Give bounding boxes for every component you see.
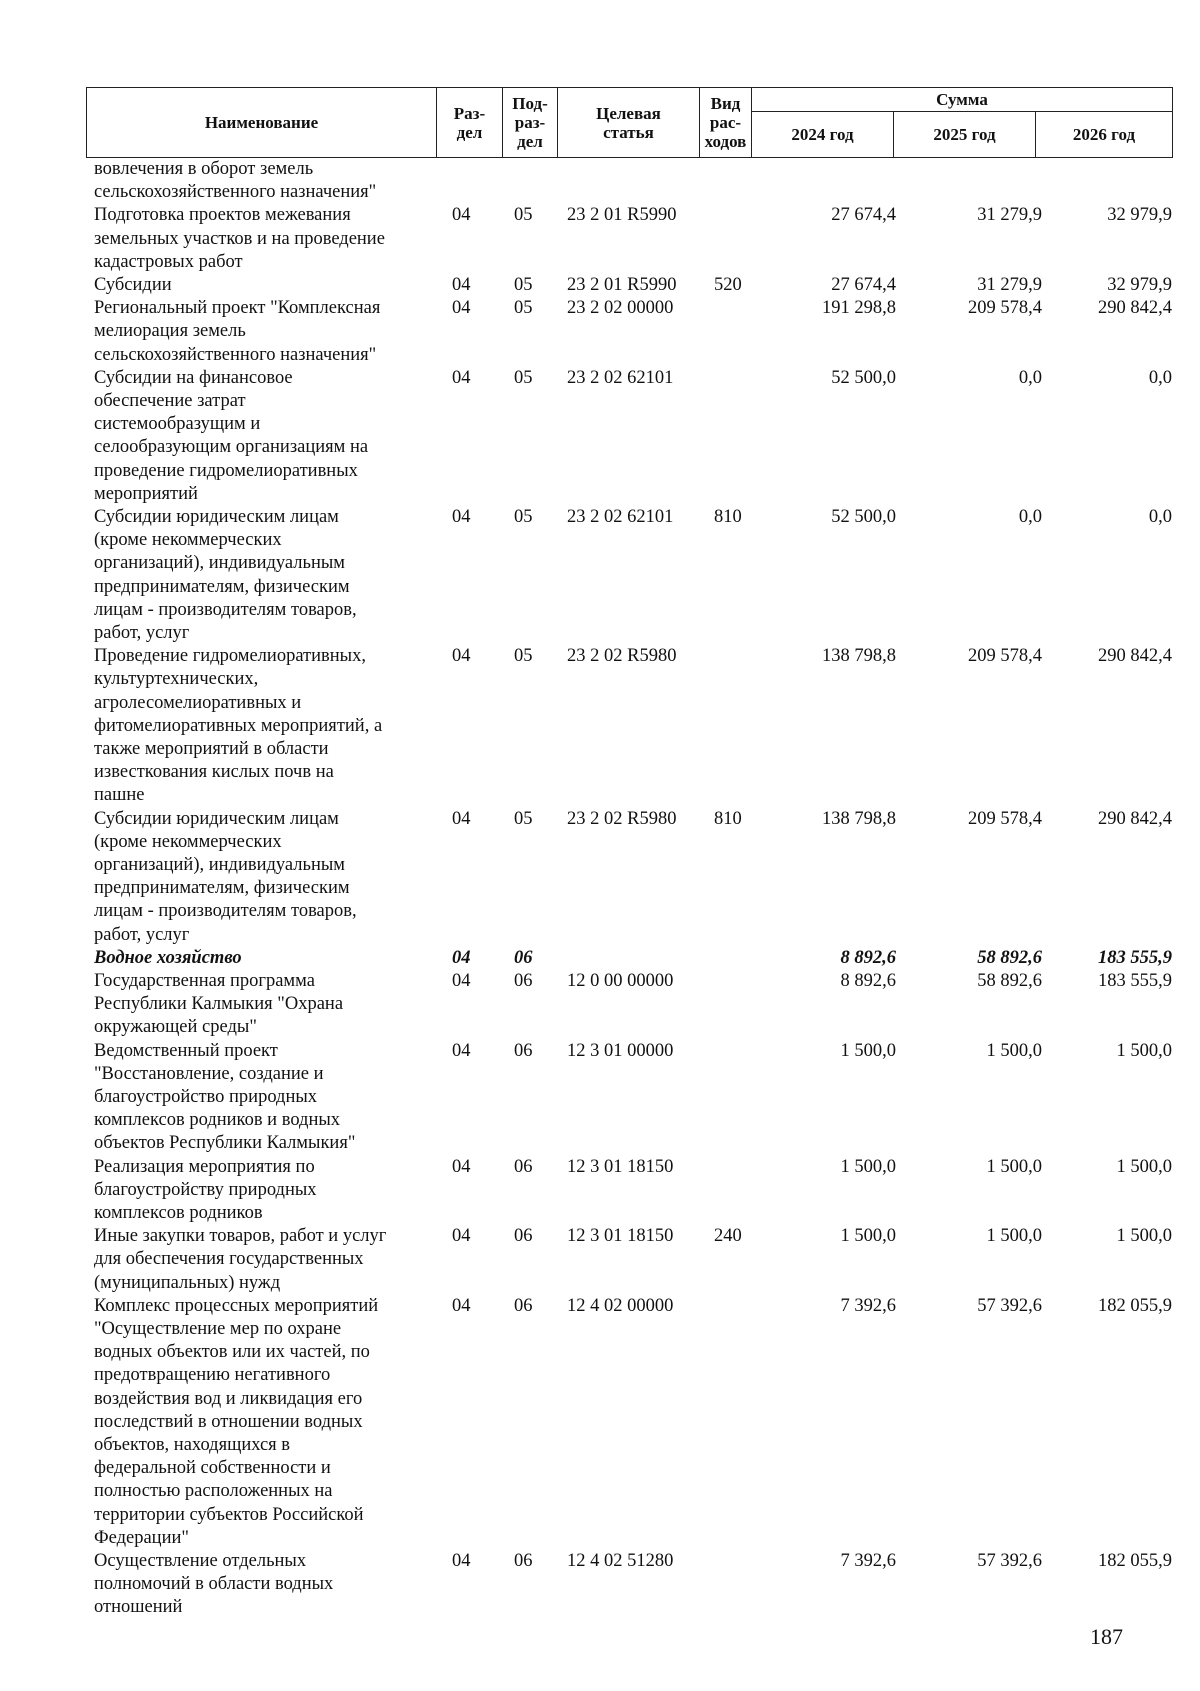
razdel-cell: 04 xyxy=(452,1550,471,1571)
podrazdel-cell: 05 xyxy=(514,808,533,829)
sum-2026-cell: 290 842,4 xyxy=(1098,646,1172,667)
row-name-cell xyxy=(94,808,424,947)
celevaya-cell: 23 2 01 R5990 xyxy=(567,274,677,295)
row-name-line: объектов Республики Калмыкия" xyxy=(94,1133,356,1154)
row-name-line: федеральной собственности и xyxy=(94,1458,331,1479)
row-name-cell xyxy=(94,1156,424,1226)
podrazdel-cell: 06 xyxy=(514,1295,533,1316)
sum-2025-cell: 209 578,4 xyxy=(968,298,1042,319)
row-name-cell xyxy=(94,970,424,1040)
sum-2025-cell: 1 500,0 xyxy=(986,1156,1042,1177)
table-row xyxy=(0,1225,1200,1295)
celevaya-cell: 12 0 00 00000 xyxy=(567,970,674,991)
row-name-line: земельных участков и на проведение xyxy=(94,228,385,249)
celevaya-cell: 23 2 02 R5980 xyxy=(567,646,677,667)
row-name-cell xyxy=(94,645,424,807)
sum-2024-cell: 138 798,8 xyxy=(822,808,896,829)
header-vid: Вид рас- ходов xyxy=(700,88,752,158)
sum-2026-cell: 182 055,9 xyxy=(1098,1295,1172,1316)
row-name-line: мероприятий xyxy=(94,483,198,504)
celevaya-cell: 12 4 02 51280 xyxy=(567,1550,674,1571)
row-name-line: комплексов родников xyxy=(94,1202,263,1223)
row-name-line: организаций), индивидуальным xyxy=(94,553,345,574)
sum-2024-cell: 7 392,6 xyxy=(840,1295,896,1316)
row-name-line: также мероприятий в области xyxy=(94,738,329,759)
row-name-line: Водное хозяйство xyxy=(94,947,242,968)
table-row xyxy=(0,970,1200,1040)
row-name-cell xyxy=(94,1550,424,1620)
sum-2024-cell: 27 674,4 xyxy=(831,205,896,226)
table-row xyxy=(0,367,1200,506)
sum-2026-cell: 182 055,9 xyxy=(1098,1550,1172,1571)
row-name-line: известкования кислых почв на xyxy=(94,762,334,783)
sum-2025-cell: 209 578,4 xyxy=(968,646,1042,667)
row-name-cell xyxy=(94,506,424,645)
row-name-line: территории субъектов Российской xyxy=(94,1504,364,1525)
podrazdel-cell: 05 xyxy=(514,205,533,226)
row-name-line: сельскохозяйственного назначения" xyxy=(94,344,377,365)
vid-cell: 810 xyxy=(714,506,742,527)
sum-2024-cell: 138 798,8 xyxy=(822,646,896,667)
row-name-line: для обеспечения государственных xyxy=(94,1249,364,1270)
razdel-cell: 04 xyxy=(452,1040,471,1061)
podrazdel-cell: 05 xyxy=(514,274,533,295)
sum-2026-cell: 32 979,9 xyxy=(1107,274,1172,295)
sum-2025-cell: 31 279,9 xyxy=(977,274,1042,295)
razdel-cell: 04 xyxy=(452,1226,471,1247)
row-name-line: системообразущим и xyxy=(94,414,261,435)
row-name-cell xyxy=(94,367,424,506)
table-row xyxy=(0,645,1200,807)
row-name-line: Субсидии юридическим лицам xyxy=(94,506,339,527)
razdel-cell: 04 xyxy=(452,808,471,829)
sum-2025-cell: 0,0 xyxy=(1018,506,1042,527)
row-name-line: Федерации" xyxy=(94,1527,189,1548)
page-number: 187 xyxy=(1090,1624,1123,1649)
row-name-cell xyxy=(94,297,424,367)
table-row xyxy=(0,506,1200,645)
header-razdel: Раз- дел xyxy=(437,88,503,158)
row-name-line: культуртехнических, xyxy=(94,669,259,690)
row-name-line: окружающей среды" xyxy=(94,1017,257,1038)
row-name-line: благоустройство природных xyxy=(94,1086,318,1107)
sum-2024-cell: 8 892,6 xyxy=(840,947,896,968)
row-name-line: комплексов родников и водных xyxy=(94,1110,341,1131)
row-name-line: вовлечения в оборот земель xyxy=(94,159,314,179)
table-header xyxy=(86,87,1173,158)
sum-2024-cell: 1 500,0 xyxy=(840,1040,896,1061)
razdel-cell: 04 xyxy=(452,205,471,226)
sum-2025-cell: 1 500,0 xyxy=(986,1040,1042,1061)
row-name-line: сельскохозяйственного назначения" xyxy=(94,182,377,203)
row-name-line: полностью расположенных на xyxy=(94,1481,333,1502)
podrazdel-cell: 05 xyxy=(514,506,533,527)
row-name-line: (муниципальных) нужд xyxy=(94,1272,281,1293)
row-name-line: мелиорация земель xyxy=(94,321,246,342)
row-name-line: предпринимателям, физическим xyxy=(94,576,350,597)
row-name-line: работ, услуг xyxy=(94,622,190,643)
row-name-line: "Восстановление, создание и xyxy=(94,1063,324,1084)
row-name-line: лицам - производителям товаров, xyxy=(94,599,357,620)
table-row xyxy=(0,1156,1200,1226)
sum-2024-cell: 191 298,8 xyxy=(822,298,896,319)
header-summa: Сумма xyxy=(752,88,1173,112)
razdel-cell: 04 xyxy=(452,1156,471,1177)
podrazdel-cell: 05 xyxy=(514,646,533,667)
row-name-line: Ведомственный проект xyxy=(94,1040,278,1061)
row-name-cell xyxy=(94,1040,424,1156)
row-name-cell xyxy=(94,158,424,204)
celevaya-cell: 12 3 01 18150 xyxy=(567,1226,674,1247)
row-name-line: кадастровых работ xyxy=(94,251,243,272)
row-name-line: Проведение гидромелиоративных, xyxy=(94,646,366,667)
header-2026: 2026 год xyxy=(1036,112,1173,158)
header-celevaya: Целевая статья xyxy=(558,88,700,158)
table-row xyxy=(0,204,1200,274)
sum-2026-cell: 0,0 xyxy=(1148,367,1172,388)
vid-cell: 520 xyxy=(714,274,742,295)
vid-cell: 810 xyxy=(714,808,742,829)
row-name-line: Региональный проект "Комплексная xyxy=(94,298,381,319)
podrazdel-cell: 06 xyxy=(514,1156,533,1177)
table-row xyxy=(0,297,1200,367)
podrazdel-cell: 05 xyxy=(514,298,533,319)
podrazdel-cell: 06 xyxy=(514,1550,533,1571)
sum-2024-cell: 52 500,0 xyxy=(831,506,896,527)
row-name-line: водных объектов или их частей, по xyxy=(94,1342,370,1363)
row-name-line: отношений xyxy=(94,1597,183,1618)
row-name-line: "Осуществление мер по охране xyxy=(94,1318,342,1339)
header-2025: 2025 год xyxy=(894,112,1036,158)
row-name-line: Субсидии на финансовое xyxy=(94,367,293,388)
sum-2024-cell: 1 500,0 xyxy=(840,1226,896,1247)
sum-2024-cell: 52 500,0 xyxy=(831,367,896,388)
table-row xyxy=(0,1040,1200,1156)
podrazdel-cell: 05 xyxy=(514,367,533,388)
row-name-line: Осуществление отдельных xyxy=(94,1550,307,1571)
table-row xyxy=(0,808,1200,947)
sum-2026-cell: 290 842,4 xyxy=(1098,298,1172,319)
row-name-line: Комплекс процессных мероприятий xyxy=(94,1295,379,1316)
row-name-line: Реализация мероприятия по xyxy=(94,1156,315,1177)
table-row xyxy=(0,947,1200,970)
celevaya-cell: 12 3 01 18150 xyxy=(567,1156,674,1177)
table-body xyxy=(0,158,1200,1619)
celevaya-cell: 23 2 02 R5980 xyxy=(567,808,677,829)
vid-cell: 240 xyxy=(714,1226,742,1247)
celevaya-cell: 23 2 02 62101 xyxy=(567,506,674,527)
sum-2026-cell: 32 979,9 xyxy=(1107,205,1172,226)
sum-2026-cell: 0,0 xyxy=(1148,506,1172,527)
celevaya-cell: 23 2 02 00000 xyxy=(567,298,674,319)
row-name-line: воздействия вод и ликвидация его xyxy=(94,1388,363,1409)
table-row xyxy=(0,158,1200,204)
row-name-line: полномочий в области водных xyxy=(94,1574,334,1595)
razdel-cell: 04 xyxy=(452,506,471,527)
table-row xyxy=(0,274,1200,297)
table-row xyxy=(0,1295,1200,1550)
header-2024: 2024 год xyxy=(752,112,894,158)
celevaya-cell: 23 2 02 62101 xyxy=(567,367,674,388)
row-name-line: предпринимателям, физическим xyxy=(94,878,350,899)
row-name-cell xyxy=(94,1295,424,1550)
podrazdel-cell: 06 xyxy=(514,947,533,968)
header-name: Наименование xyxy=(87,88,437,158)
sum-2025-cell: 58 892,6 xyxy=(977,970,1042,991)
row-name-line: Субсидии юридическим лицам xyxy=(94,808,339,829)
row-name-line: селообразующим организациям на xyxy=(94,437,369,458)
podrazdel-cell: 06 xyxy=(514,1226,533,1247)
sum-2025-cell: 1 500,0 xyxy=(986,1226,1042,1247)
sum-2025-cell: 0,0 xyxy=(1018,367,1042,388)
row-name-line: фитомелиоративных мероприятий, а xyxy=(94,715,383,736)
razdel-cell: 04 xyxy=(452,298,471,319)
row-name-line: пашне xyxy=(94,785,145,806)
table-row xyxy=(0,1550,1200,1620)
sum-2025-cell: 57 392,6 xyxy=(977,1295,1042,1316)
sum-2026-cell: 290 842,4 xyxy=(1098,808,1172,829)
row-name-line: проведение гидромелиоративных xyxy=(94,460,358,481)
sum-2026-cell: 183 555,9 xyxy=(1098,970,1172,991)
row-name-line: (кроме некоммерческих xyxy=(94,530,282,551)
row-name-line: объектов, находящихся в xyxy=(94,1434,291,1455)
sum-2025-cell: 31 279,9 xyxy=(977,205,1042,226)
row-name-cell xyxy=(94,1225,424,1295)
row-name-line: Субсидии xyxy=(94,274,172,295)
razdel-cell: 04 xyxy=(452,970,471,991)
sum-2024-cell: 1 500,0 xyxy=(840,1156,896,1177)
row-name-line: Иные закупки товаров, работ и услуг xyxy=(94,1226,387,1247)
row-name-cell xyxy=(94,204,424,274)
row-name-line: организаций), индивидуальным xyxy=(94,854,345,875)
row-name-cell xyxy=(94,947,424,970)
sum-2026-cell: 183 555,9 xyxy=(1098,947,1172,968)
row-name-line: благоустройству природных xyxy=(94,1179,317,1200)
row-name-line: Государственная программа xyxy=(94,970,315,991)
row-name-line: (кроме некоммерческих xyxy=(94,831,282,852)
podrazdel-cell: 06 xyxy=(514,1040,533,1061)
celevaya-cell: 12 4 02 00000 xyxy=(567,1295,674,1316)
row-name-line: последствий в отношении водных xyxy=(94,1411,363,1432)
sum-2025-cell: 209 578,4 xyxy=(968,808,1042,829)
sum-2025-cell: 58 892,6 xyxy=(977,947,1042,968)
row-name-line: предотвращению негативного xyxy=(94,1365,331,1386)
razdel-cell: 04 xyxy=(452,646,471,667)
row-name-cell xyxy=(94,274,424,297)
sum-2024-cell: 7 392,6 xyxy=(840,1550,896,1571)
razdel-cell: 04 xyxy=(452,1295,471,1316)
razdel-cell: 04 xyxy=(452,367,471,388)
row-name-line: Республики Калмыкия "Охрана xyxy=(94,994,344,1015)
header-podrazdel: Под- раз- дел xyxy=(503,88,558,158)
row-name-line: агролесомелиоративных и xyxy=(94,692,302,713)
sum-2026-cell: 1 500,0 xyxy=(1116,1040,1172,1061)
razdel-cell: 04 xyxy=(452,274,471,295)
celevaya-cell: 23 2 01 R5990 xyxy=(567,205,677,226)
row-name-line: работ, услуг xyxy=(94,924,190,945)
sum-2025-cell: 57 392,6 xyxy=(977,1550,1042,1571)
row-name-line: Подготовка проектов межевания xyxy=(94,205,351,226)
sum-2024-cell: 8 892,6 xyxy=(840,970,896,991)
podrazdel-cell: 06 xyxy=(514,970,533,991)
razdel-cell: 04 xyxy=(452,947,471,968)
celevaya-cell: 12 3 01 00000 xyxy=(567,1040,674,1061)
row-name-line: обеспечение затрат xyxy=(94,390,246,411)
sum-2024-cell: 27 674,4 xyxy=(831,274,896,295)
row-name-line: лицам - производителям товаров, xyxy=(94,901,357,922)
sum-2026-cell: 1 500,0 xyxy=(1116,1226,1172,1247)
sum-2026-cell: 1 500,0 xyxy=(1116,1156,1172,1177)
